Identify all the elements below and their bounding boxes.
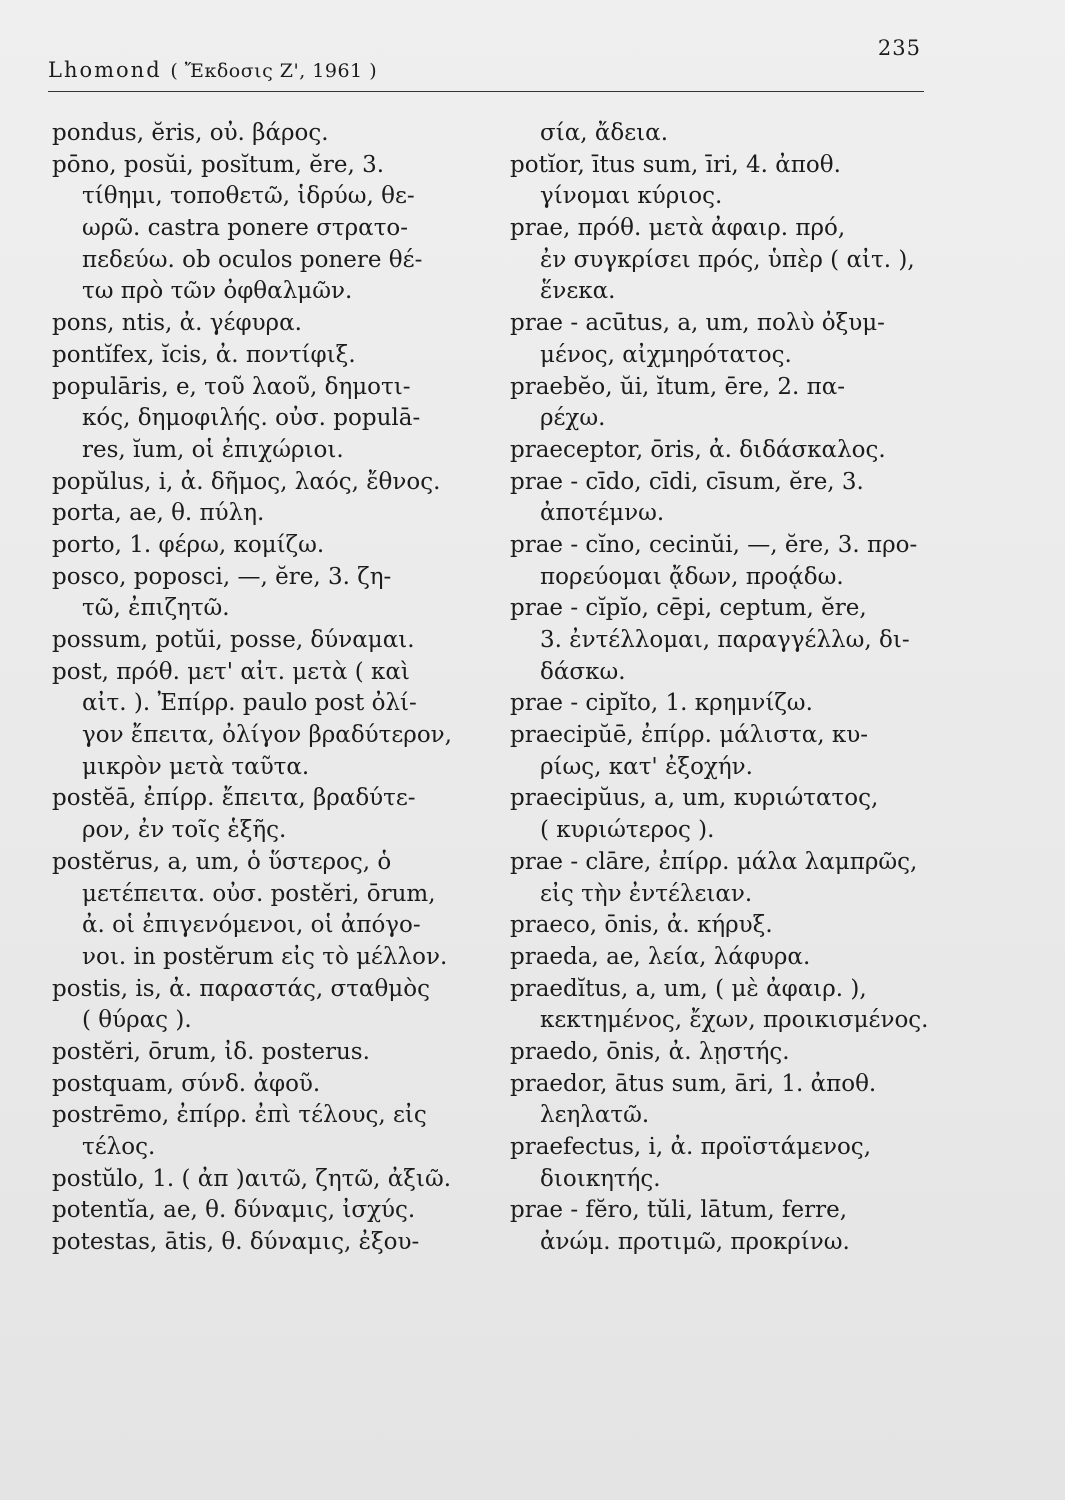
entry-line: τίθημι, τοποθετῶ, ἱδρύω, θε-: [82, 183, 415, 210]
entry-line: ἀποτέμνω.: [540, 500, 665, 527]
entry-line: praeda, ae, λεία, λάφυρα.: [510, 943, 811, 970]
entry-line: ρίως, κατ' ἐξοχήν.: [540, 753, 753, 780]
entry-line: praecipŭē, ἐπίρρ. μάλιστα, κυ-: [510, 722, 868, 749]
entry-line: κός, δημοφιλής. οὐσ. populā-: [82, 405, 421, 432]
entry-line: postĕri, ōrum, ἰδ. posterus.: [52, 1038, 370, 1065]
entry-line: postis, is, ἀ. παραστάς, σταθμὸς: [52, 975, 430, 1002]
entry-line: praeco, ōnis, ἀ. κήρυξ.: [510, 912, 773, 939]
entry-line: pons, ntis, ἀ. γέφυρα.: [52, 310, 302, 337]
left-column: [52, 118, 472, 1259]
entry-line: ἕνεκα.: [540, 278, 616, 305]
entry-line: μένος, αἰχμηρότατος.: [540, 341, 792, 368]
entry-line: praedo, ōnis, ἀ. λῃστής.: [510, 1038, 790, 1065]
entry-line: postŭlo, 1. ( ἀπ )αιτῶ, ζητῶ, ἀξιῶ.: [52, 1165, 452, 1192]
entry-line: potentĭa, ae, θ. δύναμις, ἰσχύς.: [52, 1197, 416, 1224]
entry-line: postĕā, ἐπίρρ. ἔπειτα, βραδύτε-: [52, 785, 416, 812]
entry-line: praefectus, i, ἀ. προϊστάμενος,: [510, 1134, 872, 1160]
entry-line: τέλος.: [82, 1134, 156, 1160]
entry-line: prae - acūtus, a, um, πολὺ ὀξυμ-: [510, 310, 885, 337]
entry-line: τῶ, ἐπιζητῶ.: [82, 595, 230, 622]
entry-line: ρον, ἐν τοῖς ἑξῆς.: [82, 817, 287, 844]
entry-line: prae - cĭpĭo, cēpi, ceptum, ĕre,: [510, 595, 867, 622]
entry-line: pondus, ĕris, οὐ. βάρος.: [52, 120, 329, 146]
book-title: Lhomond: [48, 58, 162, 82]
entry-line: postĕrus, a, um, ὁ ὕστερος, ὁ: [52, 848, 392, 875]
header-rule: [48, 91, 924, 92]
entry-line: ωρῶ. castra ponere στρατο-: [82, 215, 409, 242]
entry-line: pōno, posŭi, posĭtum, ĕre, 3.: [52, 151, 385, 178]
entry-line: res, ĭum, οἱ ἐπιχώριοι.: [82, 436, 344, 463]
entry-line: πορεύομαι ᾄδων, προᾴδω.: [540, 563, 844, 590]
entry-line: potestas, ātis, θ. δύναμις, ἐξου-: [52, 1229, 420, 1256]
entry-line: ρέχω.: [540, 405, 606, 432]
entry-line: postquam, σύνδ. ἀφοῦ.: [52, 1070, 321, 1097]
entry-line: εἰς τὴν ἐντέλειαν.: [540, 880, 753, 907]
entry-line: ( θύρας ).: [82, 1007, 192, 1034]
entry-line: κεκτημένος, ἔχων, προικισμένος.: [540, 1007, 929, 1034]
entry-line: 3. ἐντέλλομαι, παραγγέλλω, δι-: [540, 627, 910, 653]
entry-line: δάσκω.: [540, 658, 626, 685]
entry-line: σία, ἄδεια.: [540, 120, 669, 146]
entry-line: γον ἔπειτα, ὀλίγον βραδύτερον,: [82, 722, 452, 749]
entry-line: πεδεύω. ob oculos ponere θέ-: [82, 246, 423, 273]
entry-line: ( κυριώτερος ).: [540, 817, 715, 844]
entry-line: ἀνώμ. προτιμῶ, προκρίνω.: [540, 1229, 850, 1256]
entry-line: μετέπειτα. οὐσ. postĕri, ōrum,: [82, 880, 436, 907]
entry-line: praecipŭus, a, um, κυριώτατος,: [510, 785, 879, 812]
entry-line: prae, πρόθ. μετὰ ἀφαιρ. πρό,: [510, 215, 846, 242]
entry-line: τω πρὸ τῶν ὀφθαλμῶν.: [82, 278, 353, 305]
entry-line: praebĕo, ŭi, ĭtum, ēre, 2. πα-: [510, 373, 845, 400]
entry-line: post, πρόθ. μετ' αἰτ. μετὰ ( καὶ: [52, 658, 410, 685]
entry-line: prae - cīdo, cīdi, cīsum, ĕre, 3.: [510, 468, 864, 495]
entry-line: λεηλατῶ.: [540, 1102, 650, 1129]
entry-line: μικρὸν μετὰ ταῦτα.: [82, 753, 310, 780]
edition-note: ( Ἔκδοσις Ζ', 1961 ): [170, 60, 378, 82]
page-number: 235: [877, 36, 921, 60]
entry-line: potĭor, ītus sum, īri, 4. ἀποθ.: [510, 151, 841, 178]
right-column: [510, 118, 940, 1259]
entry-line: postrēmo, ἐπίρρ. ἐπὶ τέλους, εἰς: [52, 1102, 427, 1129]
entry-line: ἀ. οἱ ἐπιγενόμενοι, οἱ ἀπόγο-: [82, 912, 421, 939]
entry-line: γίνομαι κύριος.: [540, 183, 723, 210]
entry-line: porta, ae, θ. πύλη.: [52, 500, 265, 527]
entry-line: posco, poposci, —, ĕre, 3. ζη-: [52, 563, 392, 590]
entry-line: populāris, e, τοῦ λαοῦ, δημοτι-: [52, 373, 411, 400]
entry-line: νοι. in postĕrum εἰς τὸ μέλλον.: [82, 943, 448, 970]
entry-line: praeceptor, ōris, ἀ. διδάσκαλος.: [510, 436, 886, 463]
entry-line: popŭlus, i, ἀ. δῆμος, λαός, ἔθνος.: [52, 468, 441, 495]
entry-line: possum, potŭi, posse, δύναμαι.: [52, 627, 415, 653]
entry-line: αἰτ. ). Ἐπίρρ. paulo post ὀλί-: [82, 690, 417, 717]
entry-line: prae - cĭno, cecinŭi, —, ĕre, 3. προ-: [510, 531, 918, 558]
entry-line: prae - cipĭto, 1. κρημνίζω.: [510, 690, 813, 717]
running-head: [48, 58, 377, 82]
entry-line: ἐν συγκρίσει πρός, ὑπὲρ ( αἰτ. ),: [540, 246, 915, 273]
entry-line: praedor, ātus sum, āri, 1. ἀποθ.: [510, 1070, 877, 1097]
entry-line: διοικητής.: [540, 1165, 661, 1192]
entry-line: praedĭtus, a, um, ( μὲ ἀφαιρ. ),: [510, 975, 867, 1002]
entry-line: pontĭfex, ĭcis, ἀ. ποντίφιξ.: [52, 341, 356, 368]
entry-line: prae - fĕro, tŭli, lātum, ferre,: [510, 1197, 848, 1224]
entry-line: porto, 1. φέρω, κομίζω.: [52, 531, 325, 558]
entry-line: prae - clāre, ἐπίρρ. μάλα λαμπρῶς,: [510, 848, 918, 875]
